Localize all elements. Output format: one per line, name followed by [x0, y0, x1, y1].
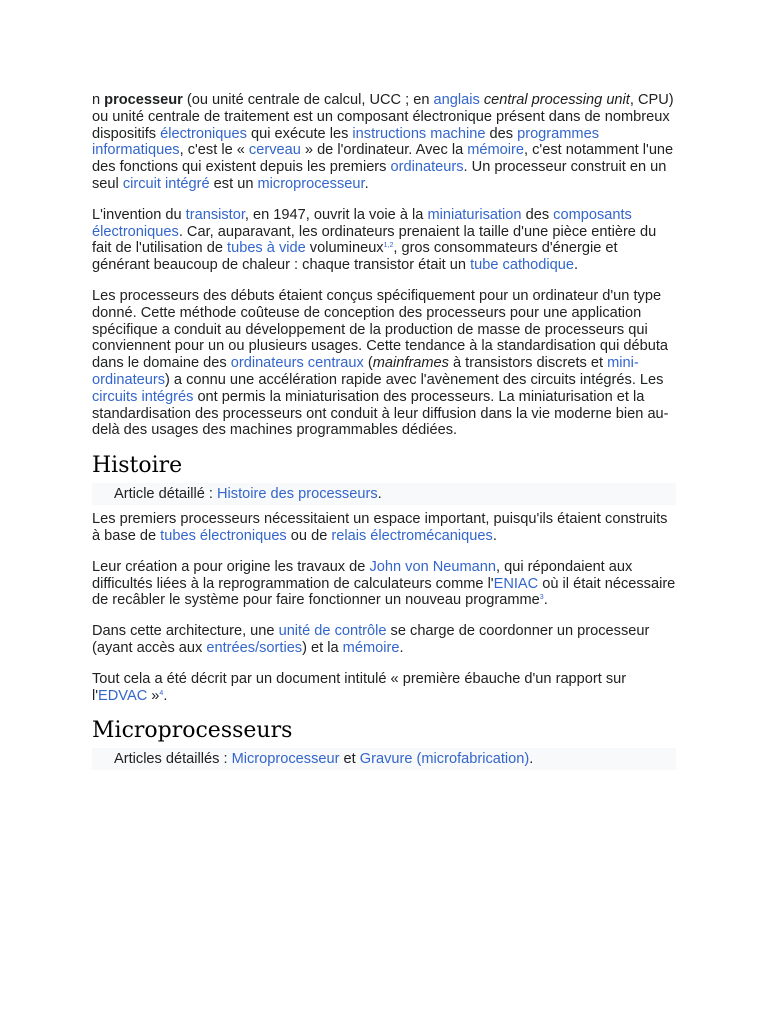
text: est un: [209, 175, 258, 192]
link-circuits-integres[interactable]: circuits intégrés: [92, 388, 194, 405]
text: L'invention du: [92, 206, 186, 223]
section-heading-microprocesseurs: Microprocesseurs: [92, 718, 293, 744]
text: , gros consommateurs d'énergie et générant beaucoup de chaleur : chaque transistor était un: [92, 240, 618, 274]
text: , CPU) ou unité centrale de traitement est un composant électronique présent dans de nombreux dispositifs: [92, 92, 674, 142]
text: ou de: [286, 527, 332, 544]
text: Dans cette architecture, une: [92, 623, 279, 640]
link-edvac[interactable]: EDVAC: [98, 687, 148, 704]
text: .: [399, 639, 404, 656]
link-cerveau[interactable]: cerveau: [248, 142, 301, 159]
link-ordinateurs[interactable]: ordinateurs: [390, 159, 464, 176]
text: » de l'ordinateur. Avec la: [300, 142, 468, 159]
text: . Un processeur construit en un seul: [92, 159, 667, 192]
text: à transistors discrets et: [448, 355, 608, 372]
link-relais-electromecaniques[interactable]: relais électromécaniques: [331, 527, 493, 544]
text: (: [363, 355, 373, 372]
link-histoire-des-processeurs[interactable]: Histoire des processeurs: [217, 486, 378, 503]
hatnote-microprocesseurs: [92, 748, 676, 770]
link-mini-ordinateurs[interactable]: mini-ordinateurs: [92, 355, 639, 388]
text: , qui répondaient aux difficultés liées à la reprogrammation de calculateurs comme l': [92, 558, 633, 592]
link-tube-cathodique[interactable]: tube cathodique: [470, 257, 574, 274]
histoire-paragraph-3: [92, 623, 676, 657]
link-gravure-microfabrication[interactable]: Gravure (microfabrication): [359, 751, 530, 768]
article-content: [92, 92, 676, 776]
link-memoire-2[interactable]: mémoire: [342, 639, 400, 656]
term-italic: central processing unit: [483, 92, 630, 108]
text: volumineux: [305, 240, 384, 257]
text: ) et la: [302, 639, 343, 656]
text: et: [339, 751, 360, 768]
text: Leur création a pour origine les travaux de: [92, 558, 370, 575]
text: , en 1947, ouvrit la voie à la: [244, 206, 428, 223]
text: ont permis la miniaturisation des processeurs. La miniaturisation et la standardisation des processeurs ont conduit à leur diffusion dans la vie moderne bien au-delà des usages des machines programmables dédiées.: [92, 388, 669, 439]
text: , c'est le «: [179, 142, 249, 159]
link-miniaturisation[interactable]: miniaturisation: [427, 206, 522, 223]
reference-link[interactable]: 3: [539, 594, 544, 602]
text: n: [92, 92, 105, 108]
text: se charge de coordonner un processeur (ayant accès aux: [92, 623, 650, 656]
reference-link[interactable]: 4: [159, 689, 164, 697]
link-tubes-a-vide[interactable]: tubes à vide: [227, 240, 306, 257]
link-electroniques[interactable]: électroniques: [160, 125, 247, 142]
text: .: [543, 592, 548, 609]
histoire-paragraph-4: [92, 671, 676, 705]
text: Les processeurs des débuts étaient conçus spécifiquement pour un ordinateur d'un type donné. Cette méthode coûteuse de conception des processeurs pour une application spécifique a conduit au développement de la production de masse de processeurs qui conviennent pour un ou plusieurs usages. Cette tendance à la standardisation qui débuta dans le domaine des: [92, 287, 669, 372]
reference-link[interactable]: 1,2: [383, 242, 394, 250]
link-entrees-sorties[interactable]: entrées/sorties: [206, 639, 303, 656]
text: .: [529, 751, 534, 768]
hatnote-histoire: [92, 483, 676, 505]
section-heading-histoire: Histoire: [92, 453, 183, 479]
link-unite-de-controle[interactable]: unité de contrôle: [278, 623, 387, 640]
intro-paragraph-1: [92, 92, 676, 193]
link-anglais[interactable]: anglais: [433, 92, 480, 108]
text: . Car, auparavant, les ordinateurs prenaient la taille d'une pièce entière du fait de l'utilisation de: [92, 223, 657, 257]
text: , c'est notamment l'une des fonctions qui existent depuis les premiers: [92, 142, 674, 176]
link-microprocesseur[interactable]: microprocesseur: [257, 175, 365, 192]
text: .: [163, 687, 168, 704]
intro-paragraph-2: [92, 207, 676, 274]
text: »: [147, 687, 160, 704]
link-microprocesseur-article[interactable]: Microprocesseur: [231, 751, 340, 768]
text: où il était nécessaire de recâbler le système pour faire fonctionner un nouveau programme: [92, 575, 676, 609]
text: .: [364, 175, 369, 192]
histoire-paragraph-1: [92, 511, 676, 545]
link-eniac[interactable]: ENIAC: [493, 575, 539, 592]
text: .: [573, 257, 579, 274]
text: qui exécute les: [246, 125, 353, 142]
intro-paragraph-3: [92, 288, 676, 439]
link-memoire[interactable]: mémoire: [467, 142, 525, 159]
hatnote-prefix: Article détaillé :: [114, 486, 218, 503]
reference-1-2[interactable]: [384, 242, 394, 249]
link-circuit-integre[interactable]: circuit intégré: [122, 175, 210, 192]
link-tubes-electroniques[interactable]: tubes électroniques: [160, 527, 287, 544]
text: ) a connu une accélération rapide avec l'avènement des circuits intégrés. Les: [165, 371, 664, 388]
link-composants-electroniques[interactable]: composants électroniques: [92, 206, 632, 240]
hatnote-prefix: Articles détaillés :: [114, 751, 232, 768]
link-instructions-machine[interactable]: instructions machine: [352, 125, 486, 142]
text: des: [521, 206, 554, 223]
text: (ou unité centrale de calcul, UCC ; en: [182, 92, 434, 108]
histoire-paragraph-2: [92, 559, 676, 609]
text: Tout cela a été décrit par un document intitulé « première ébauche d'un rapport sur l': [92, 670, 627, 704]
text: des: [485, 125, 518, 142]
term-bold: processeur: [104, 92, 183, 108]
link-transistor[interactable]: transistor: [185, 206, 245, 223]
text: .: [492, 527, 497, 544]
link-john-von-neumann[interactable]: John von Neumann: [369, 558, 497, 575]
term-italic: mainframes: [372, 355, 449, 372]
link-ordinateurs-centraux[interactable]: ordinateurs centraux: [230, 355, 364, 372]
link-programmes-informatiques[interactable]: programmes informatiques: [92, 125, 600, 159]
text: .: [377, 486, 382, 503]
text: Les premiers processeurs nécessitaient un espace important, puisqu'ils étaient construits à base de: [92, 511, 668, 544]
